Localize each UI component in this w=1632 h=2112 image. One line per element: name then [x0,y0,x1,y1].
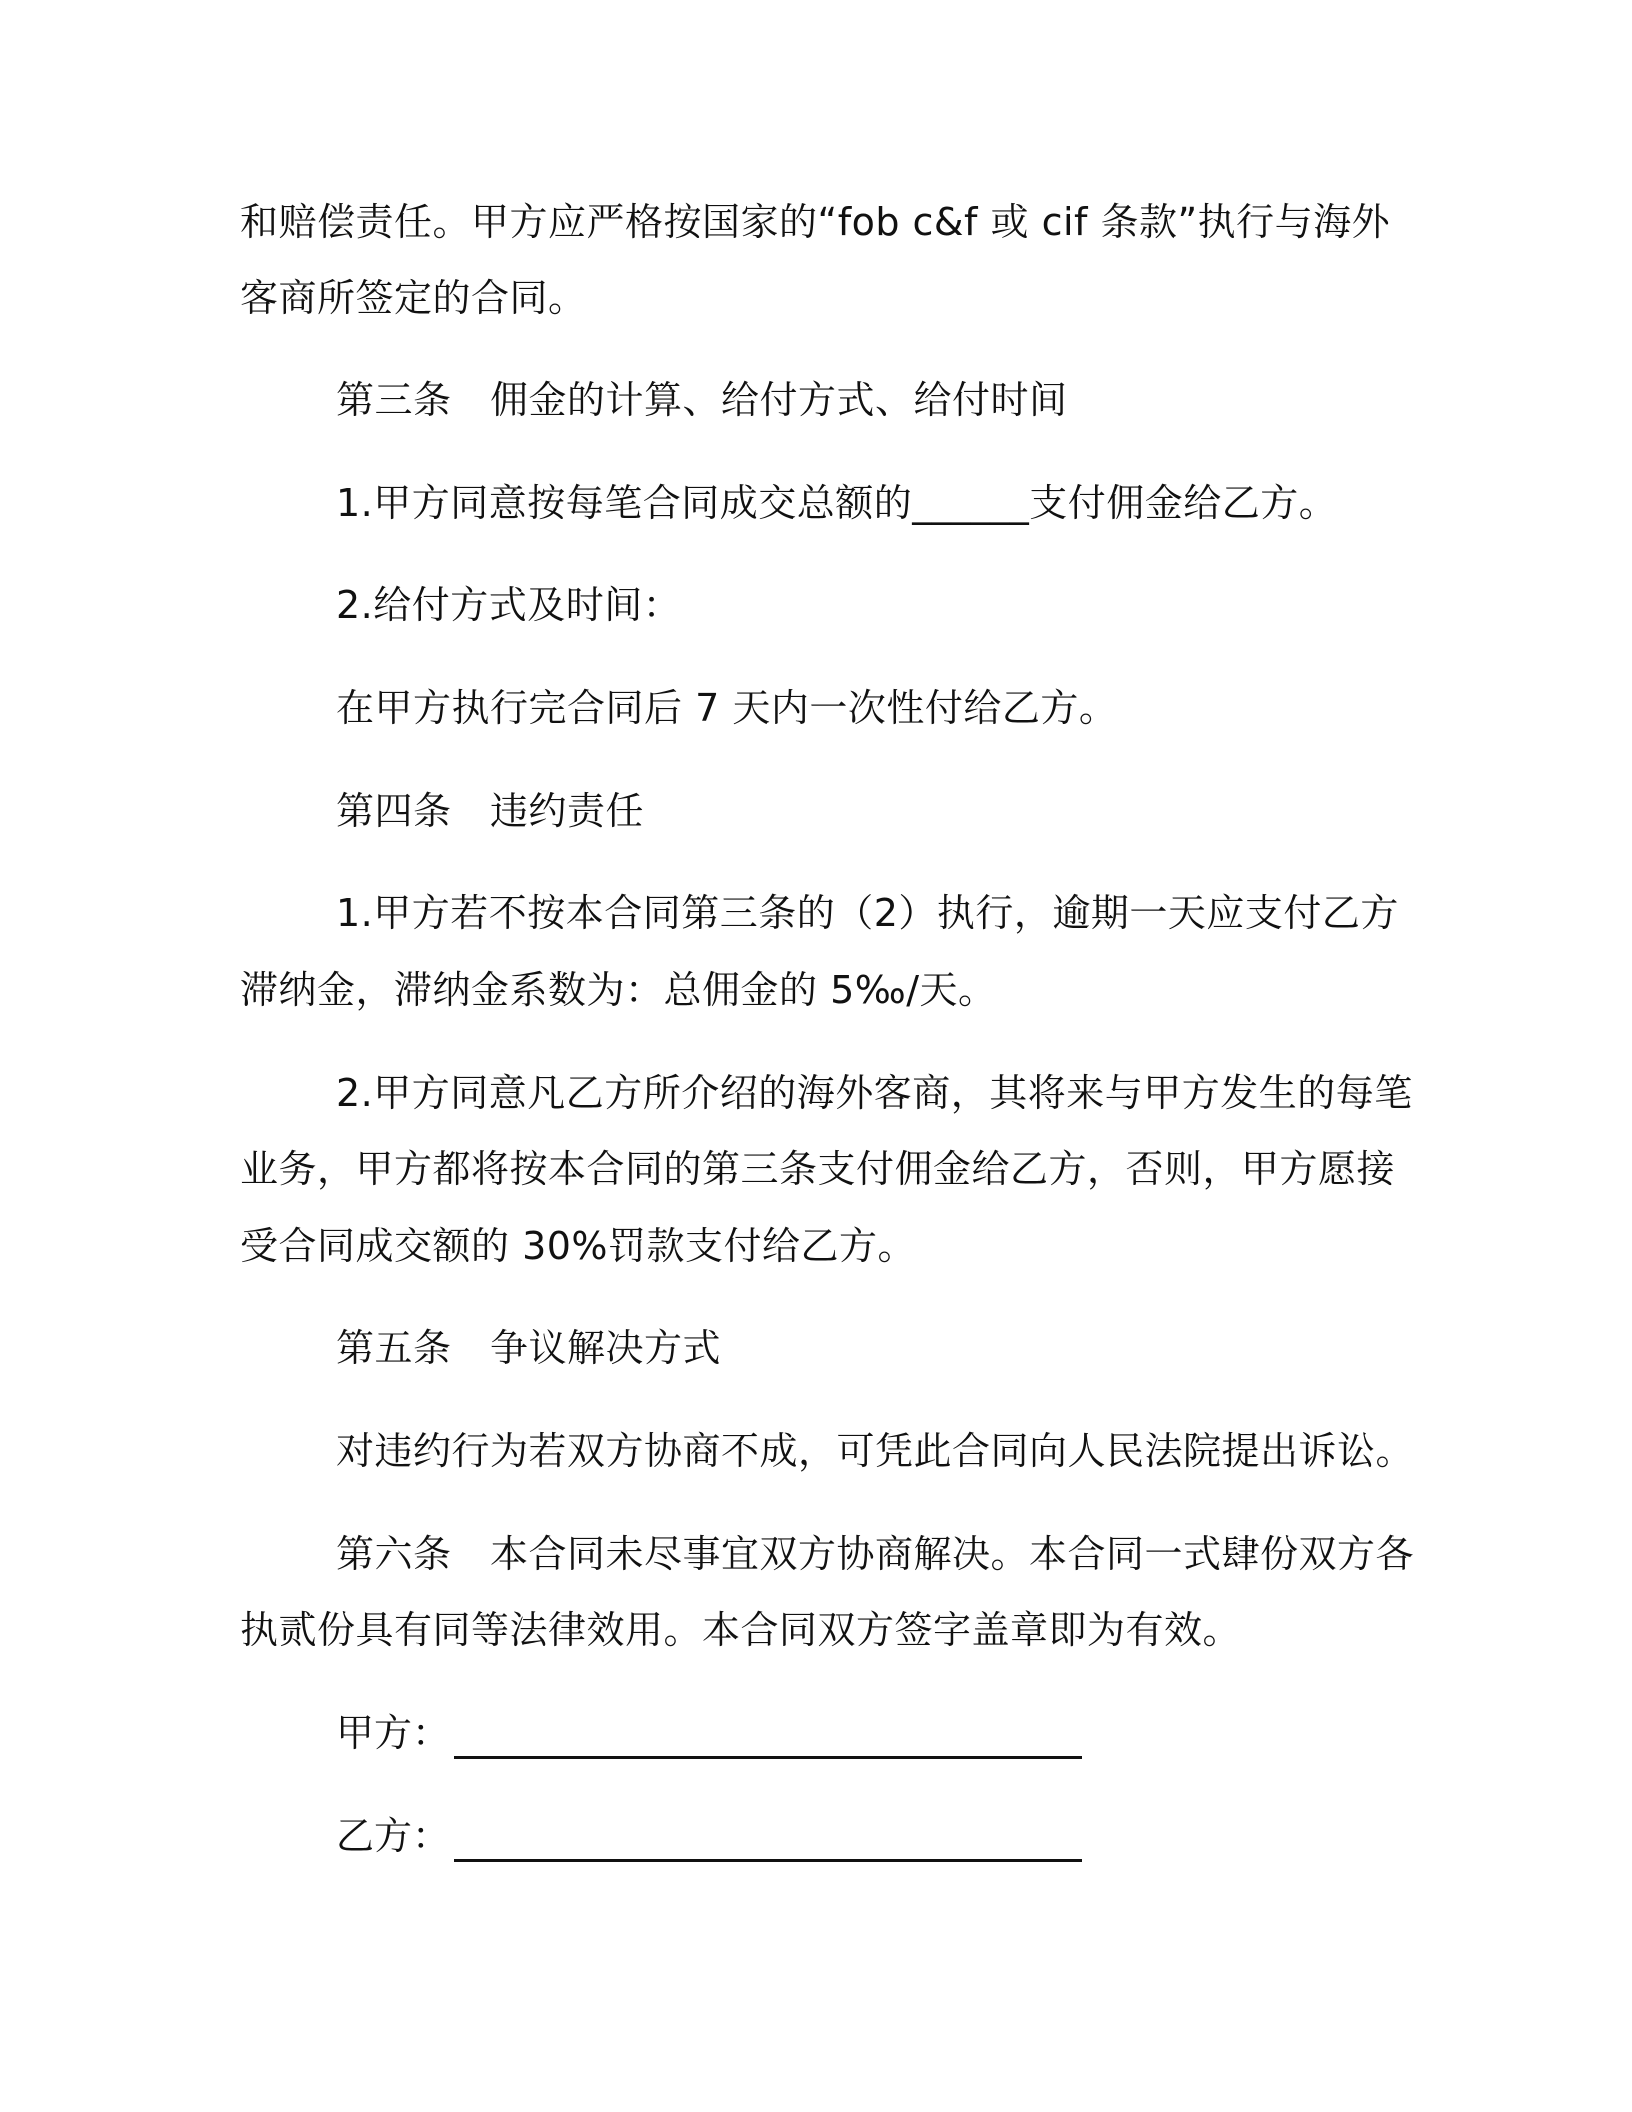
text-line: 业务，甲方都将按本合同的第三条支付佣金给乙方，否则，甲方愿接 [240,1147,1396,1191]
text-line: 受合同成交额的 30%罚款支付给乙方。 [240,1224,917,1268]
text-line: 对违约行为若双方协商不成，可凭此合同向人民法院提出诉讼。 [336,1429,1415,1473]
article-5-heading: 第五条 争议解决方式 [336,1326,722,1370]
text-line: 在甲方执行完合同后 7 天内一次性付给乙方。 [336,686,1118,730]
text-line: 2.甲方同意凡乙方所介绍的海外客商，其将来与甲方发生的每笔 [336,1071,1413,1115]
party-a-signature-line [454,1716,1082,1759]
text-line: 客商所签定的合同。 [240,276,587,320]
party-a-label: 甲方： [336,1711,451,1755]
party-b-signature-row [336,1810,1082,1862]
text-line: 2.给付方式及时间： [336,583,682,627]
article-3-heading: 第三条 佣金的计算、给付方式、给付时间 [336,378,1068,422]
article-6-heading: 第六条 本合同未尽事宜双方协商解决。本合同一式肆份双方各 [336,1532,1415,1576]
text-line: 滞纳金，滞纳金系数为：总佣金的 5‰/天。 [240,968,997,1012]
text-line: 1.甲方同意按每笔合同成交总额的______支付佣金给乙方。 [336,481,1338,525]
text-line: 1.甲方若不按本合同第三条的（2）执行，逾期一天应支付乙方 [336,891,1399,935]
text-line: 执贰份具有同等法律效用。本合同双方签字盖章即为有效。 [240,1608,1242,1652]
text-line: 和赔偿责任。甲方应严格按国家的“fob c&f 或 cif 条款”执行与海外 [240,200,1391,244]
party-a-signature-row [336,1707,1082,1759]
party-b-signature-line [454,1819,1082,1862]
article-4-heading: 第四条 违约责任 [336,789,645,833]
party-b-label: 乙方： [336,1814,451,1858]
